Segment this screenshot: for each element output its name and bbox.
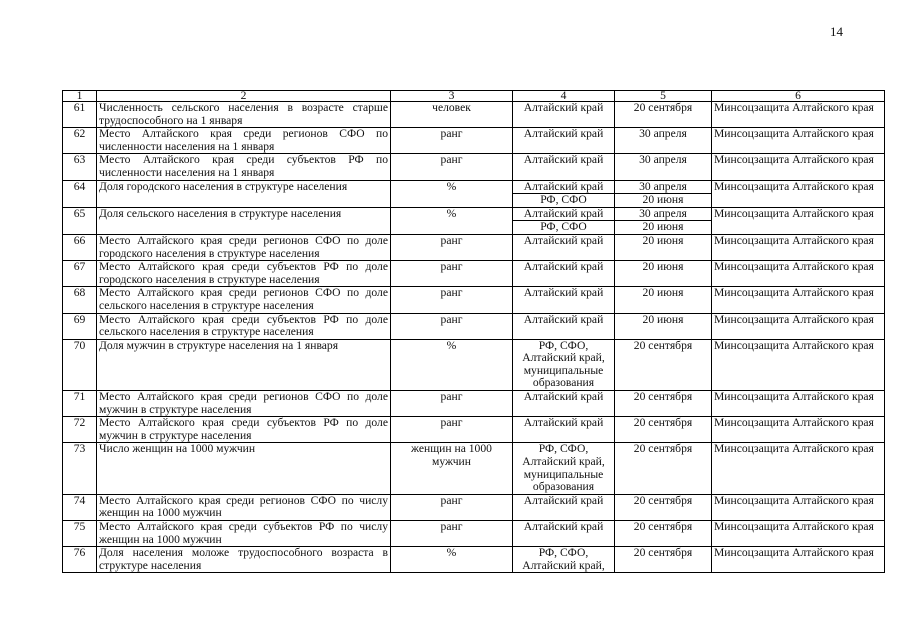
territory-cell	[513, 443, 615, 494]
deadline-value: 20 сентября	[633, 520, 693, 533]
deadline-cell	[615, 102, 712, 128]
row-number: 62	[63, 128, 97, 154]
table-row	[63, 234, 885, 260]
deadline-value: 20 сентября	[633, 416, 693, 430]
responsible-agency: Минсоцзащита Алтайского края	[712, 521, 885, 547]
deadline-cell	[615, 261, 712, 287]
responsible-agency: Минсоцзащита Алтайского края	[712, 128, 885, 154]
indicator-name: Место Алтайского края среди регионов СФО по доле сельского населения в структуре населения	[97, 287, 391, 313]
unit-of-measure: ранг	[391, 417, 513, 443]
responsible-agency: Минсоцзащита Алтайского края	[712, 102, 885, 128]
row-number: 69	[63, 313, 97, 339]
unit-of-measure: ранг	[391, 154, 513, 180]
row-number: 74	[63, 494, 97, 520]
row-number: 61	[63, 102, 97, 128]
territory-cell	[513, 547, 615, 573]
responsible-agency: Минсоцзащита Алтайского края	[712, 234, 885, 260]
deadline-cell	[615, 313, 712, 339]
territory-cell	[513, 234, 615, 260]
unit-of-measure: ранг	[391, 234, 513, 260]
responsible-agency: Минсоцзащита Алтайского края	[712, 287, 885, 313]
table-row	[63, 494, 885, 520]
deadline-value: 20 июня	[642, 286, 684, 300]
responsible-agency: Минсоцзащита Алтайского края	[712, 443, 885, 494]
territory-cell	[513, 102, 615, 128]
territory-cell	[513, 417, 615, 443]
territory-value: Алтайский край	[523, 101, 604, 114]
row-number: 70	[63, 339, 97, 390]
header-col-6: 6	[712, 91, 885, 102]
territory-value: РФ, СФО	[513, 193, 614, 207]
deadline-cell	[615, 287, 712, 313]
table-row	[63, 154, 885, 180]
table-row	[63, 287, 885, 313]
territory-value: Алтайский край	[523, 179, 604, 193]
territory-value: Алтайский край	[523, 493, 604, 507]
responsible-agency: Минсоцзащита Алтайского края	[712, 313, 885, 339]
unit-of-measure: ранг	[391, 494, 513, 520]
deadline-value: 30 апреля	[639, 206, 687, 220]
deadline-cell	[615, 391, 712, 417]
territory-value: Алтайский край	[523, 206, 604, 220]
territory-value: РФ, СФО, Алтайский край, муниципальные образования	[522, 442, 605, 494]
unit-of-measure: ранг	[391, 313, 513, 339]
table-row	[63, 417, 885, 443]
indicator-name: Место Алтайского края среди субъектов РФ по численности населения на 1 января	[97, 154, 391, 180]
page-number: 14	[830, 24, 843, 39]
territory-value: Алтайский край	[523, 127, 604, 141]
row-number: 68	[63, 287, 97, 313]
table-body	[63, 102, 885, 573]
table-row	[63, 443, 885, 494]
unit-of-measure: ранг	[391, 128, 513, 154]
header-col-1: 1	[63, 91, 97, 102]
deadline-cell	[615, 494, 712, 520]
deadline-value: 30 апреля	[639, 153, 687, 167]
deadline-value: 20 сентября	[633, 546, 693, 560]
deadline-value: 20 июня	[642, 260, 684, 274]
territory-value: Алтайский край	[523, 416, 604, 430]
deadline-cell	[615, 128, 712, 154]
responsible-agency: Минсоцзащита Алтайского края	[712, 391, 885, 417]
territory-value: Алтайский край	[523, 233, 604, 247]
unit-of-measure: ранг	[391, 287, 513, 313]
deadline-cell	[615, 207, 712, 234]
unit-of-measure: ранг	[391, 521, 513, 547]
table-row	[63, 391, 885, 417]
deadline-value: 20 июня	[615, 220, 711, 234]
deadline-cell	[615, 180, 712, 207]
unit-of-measure: %	[391, 180, 513, 207]
deadline-cell	[615, 521, 712, 547]
row-number: 73	[63, 443, 97, 494]
indicator-name: Численность сельского населения в возрасте старше трудоспособного на 1 января	[97, 102, 391, 128]
unit-of-measure: ранг	[391, 391, 513, 417]
indicators-table	[62, 90, 885, 573]
deadline-cell	[615, 547, 712, 573]
responsible-agency: Минсоцзащита Алтайского края	[712, 207, 885, 234]
indicator-name: Место Алтайского края среди субъектов РФ по доле сельского населения в структуре населения	[97, 313, 391, 339]
table-row	[63, 180, 885, 207]
table-row	[63, 261, 885, 287]
territory-cell	[513, 313, 615, 339]
indicator-name: Место Алтайского края среди регионов СФО по доле мужчин в структуре населения	[97, 391, 391, 417]
row-number: 75	[63, 521, 97, 547]
indicator-name: Место Алтайского края среди регионов СФО по числу женщин на 1000 мужчин	[97, 494, 391, 520]
territory-value: Алтайский край	[523, 520, 604, 533]
row-number: 63	[63, 154, 97, 180]
row-number: 65	[63, 207, 97, 234]
territory-cell	[513, 154, 615, 180]
territory-cell	[513, 521, 615, 547]
unit-of-measure: %	[391, 339, 513, 390]
deadline-value: 20 сентября	[633, 101, 693, 114]
header-col-5: 5	[615, 91, 712, 102]
deadline-value: 20 июня	[615, 193, 711, 207]
deadline-value: 20 сентября	[633, 493, 693, 507]
deadline-value: 20 сентября	[633, 390, 693, 404]
indicator-name: Место Алтайского края среди субъектов РФ по доле мужчин в структуре населения	[97, 417, 391, 443]
unit-of-measure: женщин на 1000 мужчин	[391, 443, 513, 494]
territory-cell	[513, 391, 615, 417]
table-row	[63, 207, 885, 234]
territory-cell	[513, 287, 615, 313]
unit-of-measure: %	[391, 207, 513, 234]
territory-value: Алтайский край	[523, 390, 604, 404]
table-row	[63, 313, 885, 339]
indicator-name: Доля городского населения в структуре населения	[97, 180, 391, 207]
row-number: 76	[63, 547, 97, 573]
territory-cell	[513, 261, 615, 287]
territory-cell	[513, 339, 615, 390]
deadline-value: 30 апреля	[639, 127, 687, 141]
deadline-cell	[615, 339, 712, 390]
deadline-value: 30 апреля	[639, 179, 687, 193]
deadline-value: 20 сентября	[633, 338, 693, 352]
deadline-value: 20 июня	[642, 312, 684, 326]
responsible-agency: Минсоцзащита Алтайского края	[712, 261, 885, 287]
header-col-2: 2	[97, 91, 391, 102]
table-header-row	[63, 91, 885, 102]
indicator-name: Место Алтайского края среди регионов СФО по доле городского населения в структуре населения	[97, 234, 391, 260]
responsible-agency: Минсоцзащита Алтайского края	[712, 180, 885, 207]
indicator-name: Место Алтайского края среди субъектов РФ по доле городского населения в структуре населения	[97, 261, 391, 287]
unit-of-measure: человек	[391, 102, 513, 128]
responsible-agency: Минсоцзащита Алтайского края	[712, 494, 885, 520]
table-row	[63, 339, 885, 390]
indicator-name: Доля мужчин в структуре населения на 1 января	[97, 339, 391, 390]
territory-cell	[513, 180, 615, 207]
territory-value: Алтайский край	[523, 286, 604, 300]
territory-cell	[513, 207, 615, 234]
table-row	[63, 547, 885, 573]
responsible-agency: Минсоцзащита Алтайского края	[712, 417, 885, 443]
row-number: 64	[63, 180, 97, 207]
header-col-3: 3	[391, 91, 513, 102]
deadline-cell	[615, 154, 712, 180]
indicator-name: Число женщин на 1000 мужчин	[97, 443, 391, 494]
territory-value: Алтайский край	[523, 312, 604, 326]
indicator-name: Доля сельского населения в структуре населения	[97, 207, 391, 234]
indicator-name: Место Алтайского края среди регионов СФО по численности населения на 1 января	[97, 128, 391, 154]
unit-of-measure: %	[391, 547, 513, 573]
deadline-value: 20 сентября	[633, 442, 693, 456]
responsible-agency: Минсоцзащита Алтайского края	[712, 547, 885, 573]
territory-cell	[513, 494, 615, 520]
territory-cell	[513, 128, 615, 154]
responsible-agency: Минсоцзащита Алтайского края	[712, 339, 885, 390]
deadline-value: 20 июня	[642, 233, 684, 247]
header-col-4: 4	[513, 91, 615, 102]
indicator-name: Место Алтайского края среди субъектов РФ по числу женщин на 1000 мужчин	[97, 521, 391, 547]
table-row	[63, 102, 885, 128]
indicator-name: Доля населения моложе трудоспособного возраста в структуре населения	[97, 547, 391, 573]
row-number: 71	[63, 391, 97, 417]
territory-value: Алтайский край	[523, 260, 604, 274]
table-row	[63, 128, 885, 154]
deadline-cell	[615, 417, 712, 443]
row-number: 66	[63, 234, 97, 260]
territory-value: РФ, СФО, Алтайский край,	[522, 546, 605, 572]
deadline-cell	[615, 234, 712, 260]
territory-value: Алтайский край	[523, 153, 604, 167]
unit-of-measure: ранг	[391, 261, 513, 287]
territory-value: РФ, СФО, Алтайский край, муниципальные образования	[522, 338, 605, 390]
row-number: 67	[63, 261, 97, 287]
responsible-agency: Минсоцзащита Алтайского края	[712, 154, 885, 180]
row-number: 72	[63, 417, 97, 443]
territory-value: РФ, СФО	[513, 220, 614, 234]
deadline-cell	[615, 443, 712, 494]
table-row	[63, 521, 885, 547]
